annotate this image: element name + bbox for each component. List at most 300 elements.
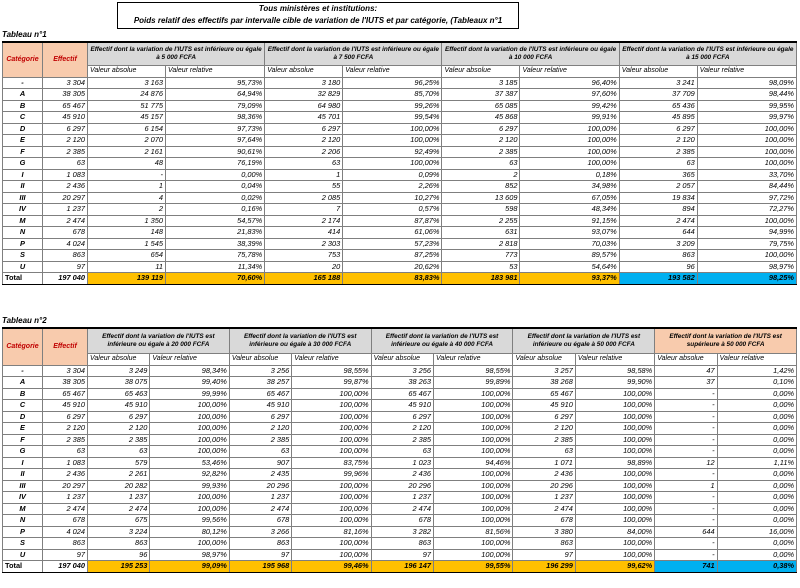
table-row <box>3 388 797 400</box>
value-cell: 0,00% <box>717 388 796 400</box>
category-cell: U <box>3 549 43 561</box>
value-cell: 51 775 <box>88 100 166 112</box>
value-cell: 6 297 <box>442 123 520 135</box>
value-cell: 100,00% <box>292 549 371 561</box>
table-row <box>3 492 797 504</box>
value-cell: 20,62% <box>343 261 442 273</box>
table-row <box>3 538 797 550</box>
value-cell: 0,00% <box>717 492 796 504</box>
value-cell: 99,99% <box>150 388 229 400</box>
value-cell: 2 161 <box>88 146 166 158</box>
value-cell: 98,44% <box>697 89 796 101</box>
value-cell: 100,00% <box>520 123 619 135</box>
category-cell: D <box>3 123 43 135</box>
value-cell: 100,00% <box>434 446 513 458</box>
value-cell: 100,00% <box>292 492 371 504</box>
value-cell: 45 910 <box>513 400 575 412</box>
table-row <box>3 457 797 469</box>
value-cell: 21,83% <box>165 227 264 239</box>
value-cell: - <box>655 503 717 515</box>
value-cell: 863 <box>619 250 697 262</box>
value-cell: 38 263 <box>371 377 433 389</box>
group-header: Effectif dont la variation de l'IUTS est inférieure ou égale à 30 000 FCFA <box>229 328 371 354</box>
value-cell: 678 <box>43 227 88 239</box>
value-cell: 100,00% <box>434 549 513 561</box>
value-cell: 863 <box>43 538 88 550</box>
value-cell: 100,00% <box>343 158 442 170</box>
value-cell: 63 <box>88 446 150 458</box>
value-cell: 53 <box>442 261 520 273</box>
value-cell: 3 224 <box>88 526 150 538</box>
value-cell: 2 474 <box>43 503 88 515</box>
value-cell: 57,23% <box>343 238 442 250</box>
value-cell: 2 120 <box>442 135 520 147</box>
value-cell: 100,00% <box>575 388 654 400</box>
value-cell: 2 474 <box>371 503 433 515</box>
value-cell: 0,10% <box>717 377 796 389</box>
total-value: 99,46% <box>292 561 371 573</box>
value-cell: - <box>655 423 717 435</box>
value-cell: 11 <box>88 261 166 273</box>
value-cell: 90,61% <box>165 146 264 158</box>
value-cell: - <box>655 469 717 481</box>
value-cell: 3 282 <box>371 526 433 538</box>
value-cell: 98,34% <box>150 365 229 377</box>
value-cell: 63 <box>43 446 88 458</box>
value-cell: 2 120 <box>88 423 150 435</box>
value-cell: 67,05% <box>520 192 619 204</box>
value-cell: 6 297 <box>88 411 150 423</box>
value-cell: 45 701 <box>265 112 343 124</box>
value-cell: 3 249 <box>88 365 150 377</box>
group-header: Effectif dont la variation de l'IUTS est inférieure ou égale à 10 000 FCFA <box>442 42 619 66</box>
value-cell: 3 304 <box>43 365 88 377</box>
value-cell: 63 <box>229 446 291 458</box>
value-cell: 100,00% <box>434 480 513 492</box>
category-cell: F <box>3 146 43 158</box>
value-cell: 84,00% <box>575 526 654 538</box>
value-cell: 1 237 <box>88 492 150 504</box>
value-cell: 598 <box>442 204 520 216</box>
value-cell: 863 <box>229 538 291 550</box>
header-line-2: Poids relatif des effectifs par intervalle cible de variation de l'IUTS et par catégorie, (Tableaux n°1 <box>133 16 503 25</box>
total-value: 193 582 <box>619 273 697 285</box>
value-cell: 72,27% <box>697 204 796 216</box>
category-cell: S <box>3 250 43 262</box>
category-cell: I <box>3 169 43 181</box>
table-row <box>3 146 797 158</box>
value-cell: - <box>655 388 717 400</box>
value-cell: 65 467 <box>371 388 433 400</box>
value-cell: 63 <box>513 446 575 458</box>
table2-label: Tableau n°2 <box>2 316 47 325</box>
value-cell: 894 <box>619 204 697 216</box>
category-cell: N <box>3 227 43 239</box>
table1-label: Tableau n°1 <box>2 30 47 39</box>
value-cell: 1 545 <box>88 238 166 250</box>
value-cell: 100,00% <box>343 123 442 135</box>
value-cell: 100,00% <box>697 250 796 262</box>
value-cell: 2 085 <box>265 192 343 204</box>
value-cell: 0,00% <box>717 400 796 412</box>
value-cell: 54,64% <box>520 261 619 273</box>
table-row <box>3 423 797 435</box>
value-cell: 852 <box>442 181 520 193</box>
category-cell: B <box>3 100 43 112</box>
valeur-absolue-header: Valeur absolue <box>265 66 343 78</box>
category-cell: P <box>3 238 43 250</box>
value-cell: 2 474 <box>229 503 291 515</box>
value-cell: 80,12% <box>150 526 229 538</box>
value-cell: 100,00% <box>292 400 371 412</box>
value-cell: 0,00% <box>717 434 796 446</box>
table2 <box>2 327 797 573</box>
value-cell: 61,06% <box>343 227 442 239</box>
table-row <box>3 549 797 561</box>
valeur-relative-header: Valeur relative <box>343 66 442 78</box>
group-header: Effectif dont la variation de l'IUTS est supérieure à 50 000 FCFA <box>655 328 797 354</box>
valeur-absolue-header: Valeur absolue <box>619 66 697 78</box>
value-cell: 1,11% <box>717 457 796 469</box>
value-cell: 99,89% <box>434 377 513 389</box>
value-cell: 2 206 <box>265 146 343 158</box>
value-cell: 1 <box>88 181 166 193</box>
value-cell: 87,87% <box>343 215 442 227</box>
category-cell: D <box>3 411 43 423</box>
value-cell: 79,09% <box>165 100 264 112</box>
value-cell: 100,00% <box>575 480 654 492</box>
category-cell: C <box>3 400 43 412</box>
value-cell: 0,57% <box>343 204 442 216</box>
value-cell: 38 075 <box>88 377 150 389</box>
value-cell: 12 <box>655 457 717 469</box>
category-cell: M <box>3 215 43 227</box>
value-cell: - <box>655 446 717 458</box>
value-cell: 55 <box>265 181 343 193</box>
value-cell: 0,02% <box>165 192 264 204</box>
value-cell: 4 024 <box>43 238 88 250</box>
value-cell: 644 <box>619 227 697 239</box>
value-cell: 63 <box>619 158 697 170</box>
value-cell: 98,97% <box>150 549 229 561</box>
total-value: 195 253 <box>88 561 150 573</box>
value-cell: 45 868 <box>442 112 520 124</box>
value-cell: 100,00% <box>434 388 513 400</box>
value-cell: 99,40% <box>150 377 229 389</box>
table-row <box>3 169 797 181</box>
value-cell: 678 <box>229 515 291 527</box>
value-cell: 20 297 <box>43 192 88 204</box>
value-cell: 99,91% <box>520 112 619 124</box>
value-cell: 1 083 <box>43 169 88 181</box>
value-cell: 98,97% <box>697 261 796 273</box>
value-cell: 3 209 <box>619 238 697 250</box>
value-cell: 98,09% <box>697 77 796 89</box>
group-header: Effectif dont la variation de l'IUTS est inférieure ou égale à 5 000 FCFA <box>88 42 265 66</box>
table-row <box>3 192 797 204</box>
value-cell: 100,00% <box>575 469 654 481</box>
value-cell: 148 <box>88 227 166 239</box>
value-cell: 100,00% <box>150 400 229 412</box>
value-cell: 97 <box>513 549 575 561</box>
value-cell: 84,44% <box>697 181 796 193</box>
value-cell: 45 910 <box>88 400 150 412</box>
value-cell: 64,94% <box>165 89 264 101</box>
value-cell: 0,00% <box>717 538 796 550</box>
value-cell: 100,00% <box>575 549 654 561</box>
value-cell: 3 266 <box>229 526 291 538</box>
valeur-absolue-header: Valeur absolue <box>229 354 291 366</box>
value-cell: 0,00% <box>717 503 796 515</box>
value-cell: 100,00% <box>575 434 654 446</box>
value-cell: 97 <box>43 261 88 273</box>
value-cell: 38 305 <box>43 377 88 389</box>
total-value: 196 147 <box>371 561 433 573</box>
value-cell: 99,95% <box>697 100 796 112</box>
value-cell: 1 237 <box>43 492 88 504</box>
value-cell: 87,25% <box>343 250 442 262</box>
value-cell: - <box>655 434 717 446</box>
value-cell: 0,00% <box>717 423 796 435</box>
value-cell: 2 070 <box>88 135 166 147</box>
value-cell: 38 257 <box>229 377 291 389</box>
category-header: Catégorie <box>3 328 43 365</box>
category-cell: A <box>3 89 43 101</box>
table-row <box>3 123 797 135</box>
value-cell: 10,27% <box>343 192 442 204</box>
value-cell: 2 385 <box>88 434 150 446</box>
value-cell: 83,75% <box>292 457 371 469</box>
value-cell: 863 <box>371 538 433 550</box>
value-cell: 100,00% <box>292 434 371 446</box>
value-cell: 2 436 <box>513 469 575 481</box>
total-value: 196 299 <box>513 561 575 573</box>
category-cell: P <box>3 526 43 538</box>
value-cell: 100,00% <box>292 503 371 515</box>
table-row <box>3 261 797 273</box>
table-row <box>3 135 797 147</box>
value-cell: 100,00% <box>150 538 229 550</box>
value-cell: 100,00% <box>434 434 513 446</box>
value-cell: 100,00% <box>575 503 654 515</box>
value-cell: 95,73% <box>165 77 264 89</box>
value-cell: 0,00% <box>717 549 796 561</box>
value-cell: 1 <box>655 480 717 492</box>
value-cell: 81,56% <box>434 526 513 538</box>
value-cell: 97,60% <box>520 89 619 101</box>
table-row <box>3 400 797 412</box>
value-cell: 0,16% <box>165 204 264 216</box>
value-cell: 2 120 <box>43 423 88 435</box>
value-cell: 2 436 <box>43 469 88 481</box>
value-cell: 0,00% <box>165 169 264 181</box>
value-cell: 100,00% <box>697 146 796 158</box>
value-cell: 37 387 <box>442 89 520 101</box>
value-cell: 76,19% <box>165 158 264 170</box>
value-cell: 0,18% <box>520 169 619 181</box>
effectif-header: Effectif <box>43 42 88 77</box>
category-cell: II <box>3 469 43 481</box>
value-cell: 98,89% <box>575 457 654 469</box>
value-cell: 65 467 <box>43 388 88 400</box>
value-cell: 100,00% <box>434 423 513 435</box>
value-cell: 6 297 <box>229 411 291 423</box>
category-cell: S <box>3 538 43 550</box>
group-header: Effectif dont la variation de l'IUTS est inférieure ou égale à 7 500 FCFA <box>265 42 442 66</box>
value-cell: 100,00% <box>434 469 513 481</box>
value-cell: 2 436 <box>371 469 433 481</box>
value-cell: 100,00% <box>575 538 654 550</box>
value-cell: 16,00% <box>717 526 796 538</box>
value-cell: 2 385 <box>442 146 520 158</box>
value-cell: 54,57% <box>165 215 264 227</box>
table-row <box>3 100 797 112</box>
value-cell: 6 297 <box>265 123 343 135</box>
value-cell: 2 <box>442 169 520 181</box>
value-cell: 97 <box>43 549 88 561</box>
value-cell: 65 467 <box>43 100 88 112</box>
value-cell: 100,00% <box>150 446 229 458</box>
value-cell: 20 297 <box>43 480 88 492</box>
value-cell: 45 910 <box>43 112 88 124</box>
value-cell: 773 <box>442 250 520 262</box>
value-cell: 1 023 <box>371 457 433 469</box>
total-value: 139 119 <box>88 273 166 285</box>
total-row <box>3 273 797 285</box>
value-cell: 97,73% <box>165 123 264 135</box>
value-cell: 2 474 <box>43 215 88 227</box>
value-cell: 7 <box>265 204 343 216</box>
table-row <box>3 365 797 377</box>
category-cell: - <box>3 365 43 377</box>
value-cell: 644 <box>655 526 717 538</box>
category-cell: E <box>3 135 43 147</box>
table-row <box>3 238 797 250</box>
value-cell: 100,00% <box>150 434 229 446</box>
value-cell: 81,16% <box>292 526 371 538</box>
value-cell: 2 385 <box>43 434 88 446</box>
total-value: 183 981 <box>442 273 520 285</box>
value-cell: 99,97% <box>697 112 796 124</box>
value-cell: 100,00% <box>434 503 513 515</box>
value-cell: 100,00% <box>343 135 442 147</box>
value-cell: 99,42% <box>520 100 619 112</box>
valeur-absolue-header: Valeur absolue <box>655 354 717 366</box>
category-cell: E <box>3 423 43 435</box>
value-cell: 2 <box>88 204 166 216</box>
category-cell: A <box>3 377 43 389</box>
value-cell: 100,00% <box>434 515 513 527</box>
effectif-header: Effectif <box>43 328 88 365</box>
value-cell: 48,34% <box>520 204 619 216</box>
value-cell: 2 474 <box>513 503 575 515</box>
value-cell: 47 <box>655 365 717 377</box>
table1 <box>2 41 797 285</box>
value-cell: 96 <box>88 549 150 561</box>
value-cell: 98,55% <box>292 365 371 377</box>
value-cell: 6 297 <box>371 411 433 423</box>
value-cell: 6 154 <box>88 123 166 135</box>
total-value: 197 040 <box>43 273 88 285</box>
group-header: Effectif dont la variation de l'IUTS est inférieure ou égale à 15 000 FCFA <box>619 42 796 66</box>
value-cell: 2 435 <box>229 469 291 481</box>
value-cell: 65 463 <box>88 388 150 400</box>
value-cell: 38 305 <box>43 89 88 101</box>
value-cell: 99,90% <box>575 377 654 389</box>
value-cell: 45 910 <box>229 400 291 412</box>
value-cell: 99,93% <box>150 480 229 492</box>
value-cell: 100,00% <box>292 480 371 492</box>
value-cell: 32 829 <box>265 89 343 101</box>
value-cell: 2 436 <box>43 181 88 193</box>
value-cell: 0,04% <box>165 181 264 193</box>
value-cell: 70,03% <box>520 238 619 250</box>
value-cell: 631 <box>442 227 520 239</box>
value-cell: 3 256 <box>229 365 291 377</box>
value-cell: 100,00% <box>575 400 654 412</box>
valeur-absolue-header: Valeur absolue <box>442 66 520 78</box>
value-cell: 414 <box>265 227 343 239</box>
total-value: 99,55% <box>434 561 513 573</box>
total-value: 99,09% <box>150 561 229 573</box>
value-cell: 100,00% <box>292 446 371 458</box>
valeur-relative-header: Valeur relative <box>434 354 513 366</box>
value-cell: - <box>655 515 717 527</box>
value-cell: 2 120 <box>229 423 291 435</box>
value-cell: 96,40% <box>520 77 619 89</box>
value-cell: 45 910 <box>43 400 88 412</box>
value-cell: 100,00% <box>697 215 796 227</box>
value-cell: 33,70% <box>697 169 796 181</box>
value-cell: 100,00% <box>697 123 796 135</box>
value-cell: 2 255 <box>442 215 520 227</box>
value-cell: 100,00% <box>150 411 229 423</box>
value-cell: 100,00% <box>575 446 654 458</box>
category-cell: II <box>3 181 43 193</box>
value-cell: 6 297 <box>619 123 697 135</box>
value-cell: 100,00% <box>520 158 619 170</box>
value-cell: 20 296 <box>371 480 433 492</box>
value-cell: 34,98% <box>520 181 619 193</box>
value-cell: 97,64% <box>165 135 264 147</box>
table-row <box>3 215 797 227</box>
value-cell: 4 <box>88 192 166 204</box>
value-cell: 863 <box>43 250 88 262</box>
value-cell: 1 237 <box>229 492 291 504</box>
value-cell: 2 385 <box>619 146 697 158</box>
table-row <box>3 77 797 89</box>
total-value: 70,60% <box>165 273 264 285</box>
category-cell: U <box>3 261 43 273</box>
value-cell: - <box>655 549 717 561</box>
value-cell: 863 <box>513 538 575 550</box>
value-cell: 100,00% <box>434 538 513 550</box>
value-cell: 45 157 <box>88 112 166 124</box>
valeur-absolue-header: Valeur absolue <box>371 354 433 366</box>
category-cell: IV <box>3 492 43 504</box>
header-line-1: Tous ministères et institutions: <box>258 4 378 13</box>
value-cell: 100,00% <box>520 135 619 147</box>
value-cell: 24 876 <box>88 89 166 101</box>
value-cell: - <box>655 411 717 423</box>
value-cell: 37 <box>655 377 717 389</box>
valeur-relative-header: Valeur relative <box>150 354 229 366</box>
table-row <box>3 446 797 458</box>
group-header: Effectif dont la variation de l'IUTS est inférieure ou égale à 50 000 FCFA <box>513 328 655 354</box>
value-cell: 20 <box>265 261 343 273</box>
value-cell: 1 237 <box>371 492 433 504</box>
value-cell: 654 <box>88 250 166 262</box>
